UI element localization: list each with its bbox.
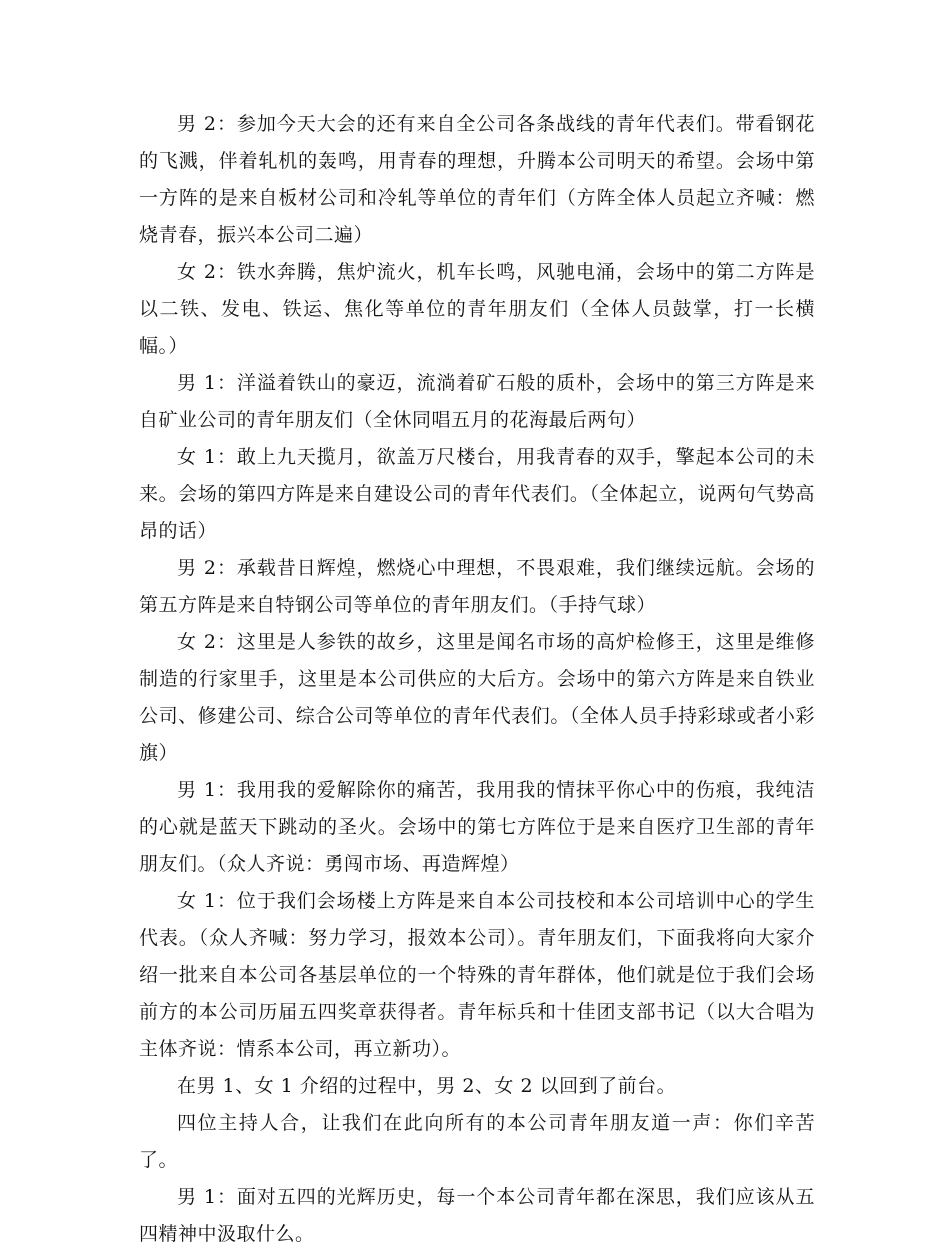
document-body (139, 106, 815, 1253)
paragraph-male1-third-formation: 男 1：洋溢着铁山的豪迈，流淌着矿石般的质朴，会场中的第三方阵是来自矿业公司的青年朋友们（全休同唱五月的花海最后两句） (139, 372, 815, 431)
paragraph-female1-upstairs-formation: 女 1：位于我们会场楼上方阵是来自本公司技校和本公司培训中心的学生代表。（众人齐喊：努力学习，报效本公司）。青年朋友们，下面我将向大家介绍一批来自本公司各基层单位的一个特殊的青年群体，他们就是位于我们会场前方的本公司历届五四奖章获得者。青年标兵和十佳团支部书记（以大合唱为主体齐说：情系本公司，再立新功）。 (139, 890, 815, 1060)
paragraph-stage-note: 在男 1、女 1 介绍的过程中，男 2、女 2 以回到了前台。 (177, 1075, 677, 1097)
paragraph-male2-fifth-formation: 男 2：承载昔日辉煌，燃烧心中理想，不畏艰难，我们继续远航。会场的第五方阵是来自特钢公司等单位的青年朋友们。（手持气球） (139, 557, 815, 616)
paragraph-four-hosts: 四位主持人合，让我们在此向所有的本公司青年朋友道一声：你们辛苦了。 (139, 1112, 815, 1171)
paragraph-female2-sixth-formation: 女 2：这里是人参铁的故乡，这里是闻名市场的高炉检修王，这里是维修制造的行家里手，这里是本公司供应的大后方。会场中的第六方阵是来自铁业公司、修建公司、综合公司等单位的青年代表们。（全体人员手持彩球或者小彩旗） (139, 631, 815, 764)
paragraph-male1-may-fourth: 男 1：面对五四的光辉历史，每一个本公司青年都在深思，我们应该从五四精神中汲取什么。 (139, 1186, 815, 1245)
paragraph-female1-fourth-formation: 女 1：敢上九天揽月，欲盖万尺楼台，用我青春的双手，擎起本公司的未来。会场的第四方阵是来自建设公司的青年代表们。（全体起立，说两句气势高昂的话） (139, 446, 815, 542)
paragraph-male2-intro: 男 2：参加今天大会的还有来自全公司各条战线的青年代表们。带看钢花的飞溅，伴着轧机的轰鸣，用青春的理想，升腾本公司明天的希望。会场中第一方阵的是来自板材公司和冷轧等单位的青年们（方阵全体人员起立齐喊：燃烧青春，振兴本公司二遍） (139, 113, 815, 246)
paragraph-female2-second-formation: 女 2：铁水奔腾，焦炉流火，机车长鸣，风驰电涌，会场中的第二方阵是以二铁、发电、铁运、焦化等单位的青年朋友们（全体人员鼓掌，打一长横幅。） (139, 261, 815, 357)
paragraph-male1-seventh-formation: 男 1：我用我的爱解除你的痛苦，我用我的情抹平你心中的伤痕，我纯洁的心就是蓝天下跳动的圣火。会场中的第七方阵位于是来自医疗卫生部的青年朋友们。（众人齐说：勇闯市场、再造辉煌） (139, 779, 815, 875)
